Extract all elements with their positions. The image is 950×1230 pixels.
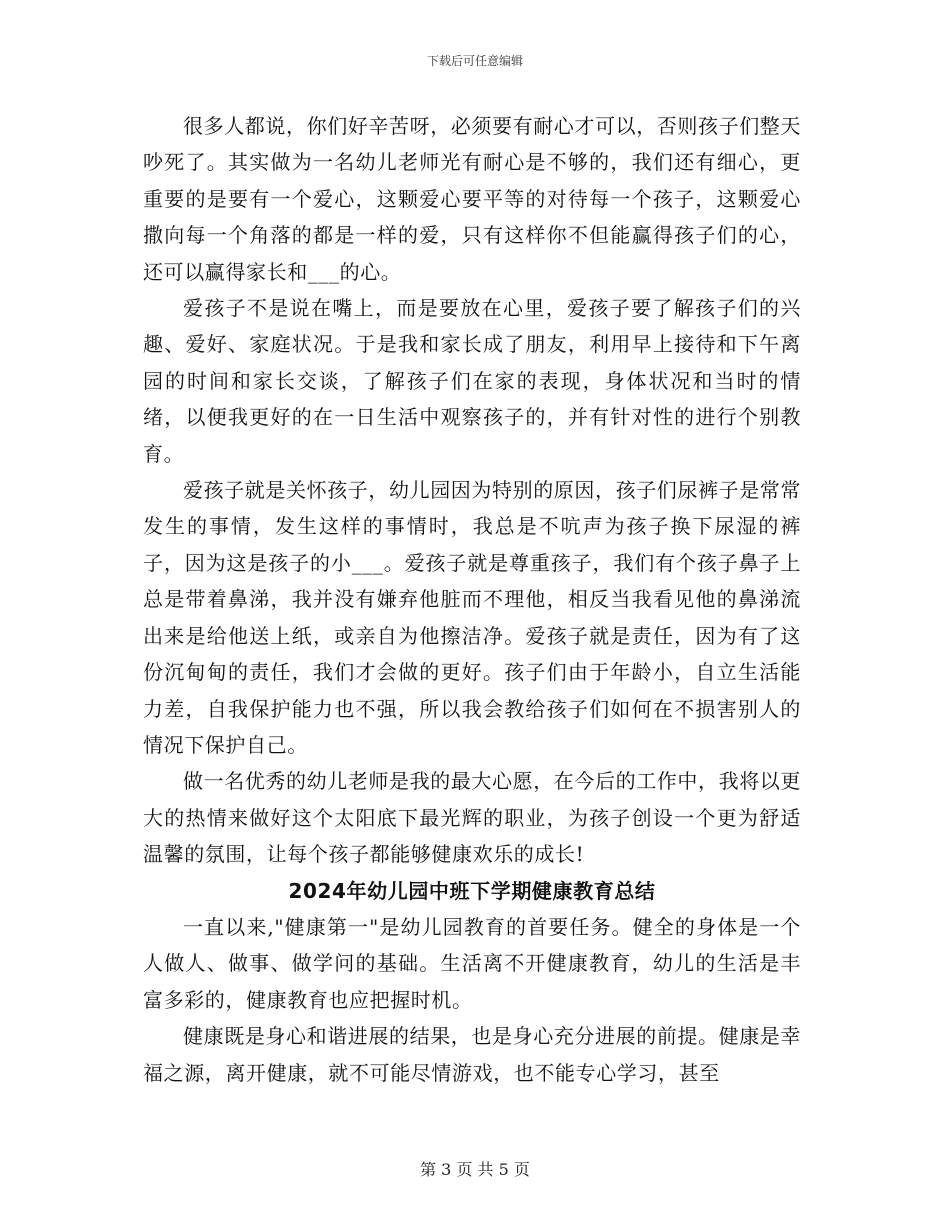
paragraph: 爱孩子就是关怀孩子，幼儿园因为特别的原因，孩子们尿裤子是常常发生的事情，发生这样的事情时，我总是不吭声为孩子换下尿湿的裤子，因为这是孩子的小___。爱孩子就是尊重孩子，我们有个孩子鼻子上总是带着鼻涕，我并没有嫌弃他脏而不理他，相反当我看见他的鼻涕流出来是给他送上纸，或亲自为他擦洁净。爱孩子就是责任，因为有了这份沉甸甸的责任，我们才会做的更好。孩子们由于年龄小，自立生活能力差，自我保护能力也不强，所以我会教给孩子们如何在不损害别人的情况下保护自己。 — [143, 478, 801, 757]
paragraph: 爱孩子不是说在嘴上，而是要放在心里，爱孩子要了解孩子们的兴趣、爱好、家庭状况。于是我和家长成了朋友，利用早上接待和下午离园的时间和家长交谈，了解孩子们在家的表现，身体状况和当时的情绪，以便我更好的在一日生活中观察孩子的，并有针对性的进行个别教育。 — [143, 296, 801, 466]
document-body — [143, 108, 801, 1091]
paragraph: 健康既是身心和谐进展的结果，也是身心充分进展的前提。健康是幸福之源，离开健康，就不可能尽情游戏，也不能专心学习，甚至 — [143, 1024, 801, 1085]
paragraph: 一直以来,"健康第一"是幼儿园教育的首要任务。健全的身体是一个人做人、做事、做学问的基础。生活离不开健康教育，幼儿的生活是丰富多彩的，健康教育也应把握时机。 — [143, 914, 801, 1012]
paragraph: 很多人都说，你们好辛苦呀，必须要有耐心才可以，否则孩子们整天吵死了。其实做为一名幼儿老师光有耐心是不够的，我们还有细心，更重要的是要有一个爱心，这颗爱心要平等的对待每一个孩子，这颗爱心撒向每一个角落的都是一样的爱，只有这样你不但能赢得孩子们的心，还可以赢得家长和___的心。 — [143, 114, 801, 284]
page-header-note: 下载后可任意编辑 — [426, 54, 523, 68]
section-title: 2024年幼儿园中班下学期健康教育总结 — [288, 878, 656, 903]
page-number: 第 3 页 共 5 页 — [420, 1160, 530, 1179]
paragraph: 做一名优秀的幼儿老师是我的最大心愿，在今后的工作中，我将以更大的热情来做好这个太阳底下最光辉的职业，为孩子创设一个更为舒适温馨的氛围，让每个孩子都能够健康欢乐的成长! — [143, 769, 801, 867]
